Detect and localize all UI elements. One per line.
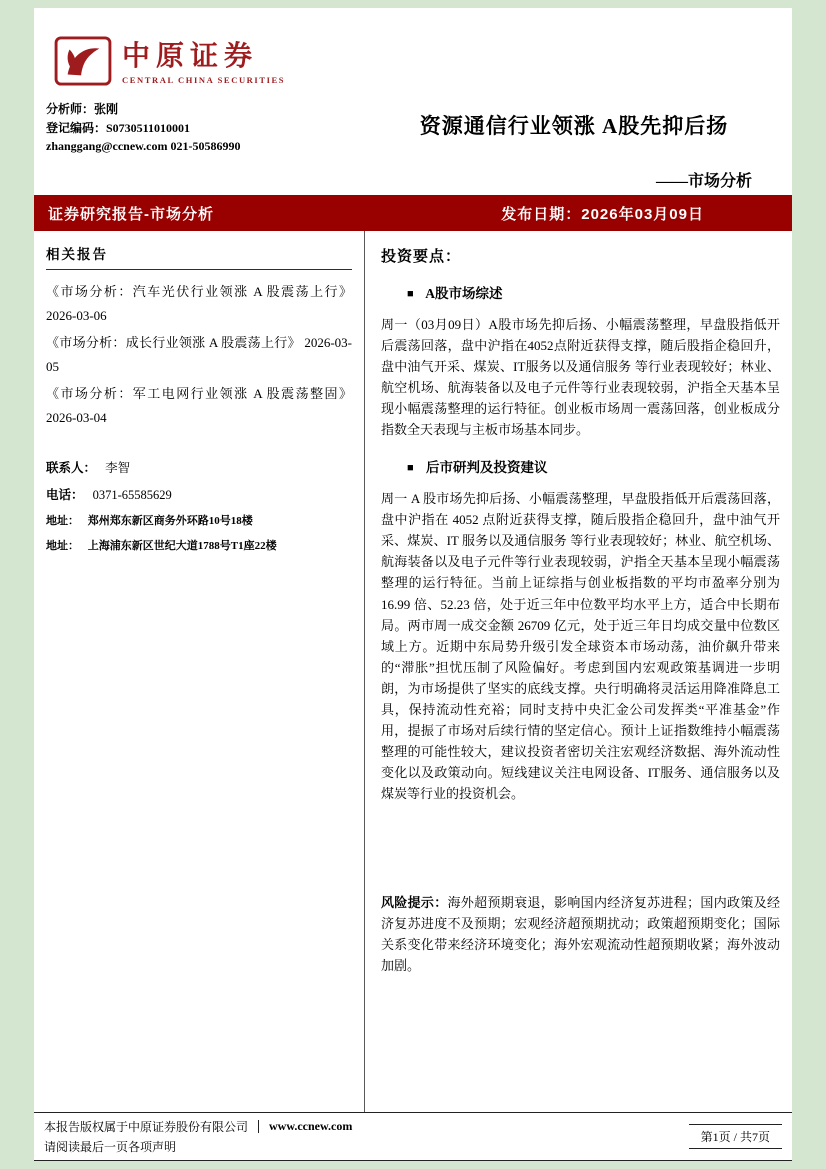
address-row-1 <box>46 512 352 528</box>
report-title-text: 《市场分析：军工电网行业领涨 A 股震荡整固》 <box>46 386 352 402</box>
page-number: 第1页 / 共7页 <box>689 1124 782 1149</box>
report-page <box>34 8 792 1161</box>
company-logo <box>54 36 285 91</box>
report-date: 2026-03-04 <box>46 410 107 426</box>
section-title-text: A股市场综述 <box>425 286 503 301</box>
logo-cn-text: 中原证券 <box>122 41 259 73</box>
address-label-2: 地址： <box>46 540 79 553</box>
report-subtitle: ——市场分析 <box>655 173 752 190</box>
risk-warning-label: 风险提示： <box>381 894 448 910</box>
footer-notice: 请阅读最后一页各项声明 <box>44 1140 177 1154</box>
content-columns <box>34 231 792 1112</box>
analyst-name-line: 分析师：张刚 <box>46 102 119 116</box>
risk-warning-paragraph <box>381 892 780 976</box>
analyst-reg-line: 登记编码：S0730511010001 <box>46 120 191 135</box>
logo-icon <box>54 36 112 91</box>
address-row-2 <box>46 537 352 553</box>
logo-en-text: CENTRAL CHINA SECURITIES <box>122 74 286 85</box>
contact-info <box>46 458 352 553</box>
report-header <box>34 8 792 195</box>
contact-person-name: 李智 <box>105 461 131 476</box>
footer-copyright-line <box>44 1118 352 1135</box>
banner-category: 证券研究报告-市场分析 <box>48 205 214 223</box>
footer-left <box>44 1118 352 1155</box>
related-report-item <box>46 331 352 379</box>
phone-row <box>46 485 352 503</box>
category-banner <box>34 195 792 231</box>
analyst-contact-line: zhanggang@ccnew.com 021-50586990 <box>46 139 241 154</box>
square-bullet-icon: ■ <box>407 288 414 300</box>
address-value-2: 上海浦东新区世纪大道1788号T1座22楼 <box>87 540 277 553</box>
address-label-1: 地址： <box>46 515 79 528</box>
related-report-item <box>46 280 352 328</box>
copyright-text: 本报告版权属于中原证券股份有限公司 <box>44 1120 249 1134</box>
footer-separator <box>258 1120 259 1133</box>
report-title: 资源通信行业领涨 A股先抑后扬 <box>419 114 729 138</box>
investment-highlights-heading: 投资要点： <box>381 249 462 265</box>
related-reports-title: 相关报告 <box>46 243 352 270</box>
analyst-info <box>46 100 240 156</box>
page-footer <box>34 1112 792 1161</box>
phone-number: 0371-65585629 <box>92 488 172 503</box>
main-content <box>365 231 792 1112</box>
address-value-1: 郑州郑东新区商务外环路10号18楼 <box>87 515 253 528</box>
report-title-text: 《市场分析：汽车光伏行业领涨 A 股震荡上行》 <box>46 284 352 299</box>
phone-label: 电话： <box>46 488 84 503</box>
report-date: 2026-03-06 <box>46 308 107 324</box>
report-date: 2026-03-05 <box>46 335 352 375</box>
contact-person-label: 联系人： <box>46 461 97 476</box>
website-link[interactable]: www.ccnew.com <box>269 1119 353 1133</box>
square-bullet-icon: ■ <box>407 462 414 475</box>
section-title-text: 后市研判及投资建议 <box>426 460 548 476</box>
market-review-paragraph: 周一（03月09日）A股市场先抑后扬、小幅震荡整理，早盘股指低开后震荡回落，盘中沪指在4052点附近获得支撑，随后股指企稳回升，盘中油气开采、煤炭、IT服务以及通信服务 等行业表现较好；林业、航空机场、航海装备以及电子元件等行业表现较弱，沪指全天基本呈现小幅震荡整理的运行特征。创业板市场周一震荡回落，创业板成分指数全天表现与主板市场基本同步。 <box>381 317 780 438</box>
related-report-item <box>46 382 352 430</box>
banner-publish-date: 发布日期：2026年03月09日 <box>501 205 704 223</box>
risk-warning-text: 海外超预期衰退，影响国内经济复苏进程；国内政策及经济复苏进度不及预期；宏观经济超预期扰动；政策超预期变化；国际关系变化带来经济环境变化；海外宏观流动性超预期收紧；海外波动加剧。 <box>381 894 780 974</box>
report-title-text: 《市场分析：成长行业领涨 A 股震荡上行》 <box>46 335 301 351</box>
section-title-market-review <box>407 282 780 302</box>
section-title-outlook <box>407 456 780 476</box>
outlook-paragraph: 周一 A 股市场先抑后扬、小幅震荡整理，早盘股指低开后震荡回落，盘中沪指在 4052 点附近获得支撑，随后股指企稳回升，盘中油气开采、煤炭、IT 服务以及通信服务 等行业表现较好；林业、航空机场、航海装备以及电子元件等行业表现较弱，沪指全天基本呈现小幅震荡整理的运行特征。当前上证综指与创业板指数的平均市盈率分别为 16.99 倍、52.23 倍，处于近三年中位数平均水平上方，适合中长期布局。两市周一成交金额 26709 亿元，处于近三年日均成交量中位数区域上方。近期中东局势升级引发全球资本市场动荡，油价飙升带来的“滞胀”担忧压制了风险偏好。考虑到国内宏观政策基调进一步明朗，为市场提供了坚实的底线支撑。央行明确将灵活运用降准降息工具，保持流动性充裕；同时支持中央汇金公司发挥类“平准基金”作用，提振了市场对后续行情的坚定信心。预计上证指数维持小幅震荡整理的可能性较大，建议投资者密切关注宏观经济数据、海外流动性变化以及政策动向。短线建议关注电网设备、IT服务、通信服务以及煤炭等行业的投资机会。 <box>381 491 780 801</box>
contact-person-row <box>46 458 352 476</box>
sidebar <box>34 231 364 1112</box>
